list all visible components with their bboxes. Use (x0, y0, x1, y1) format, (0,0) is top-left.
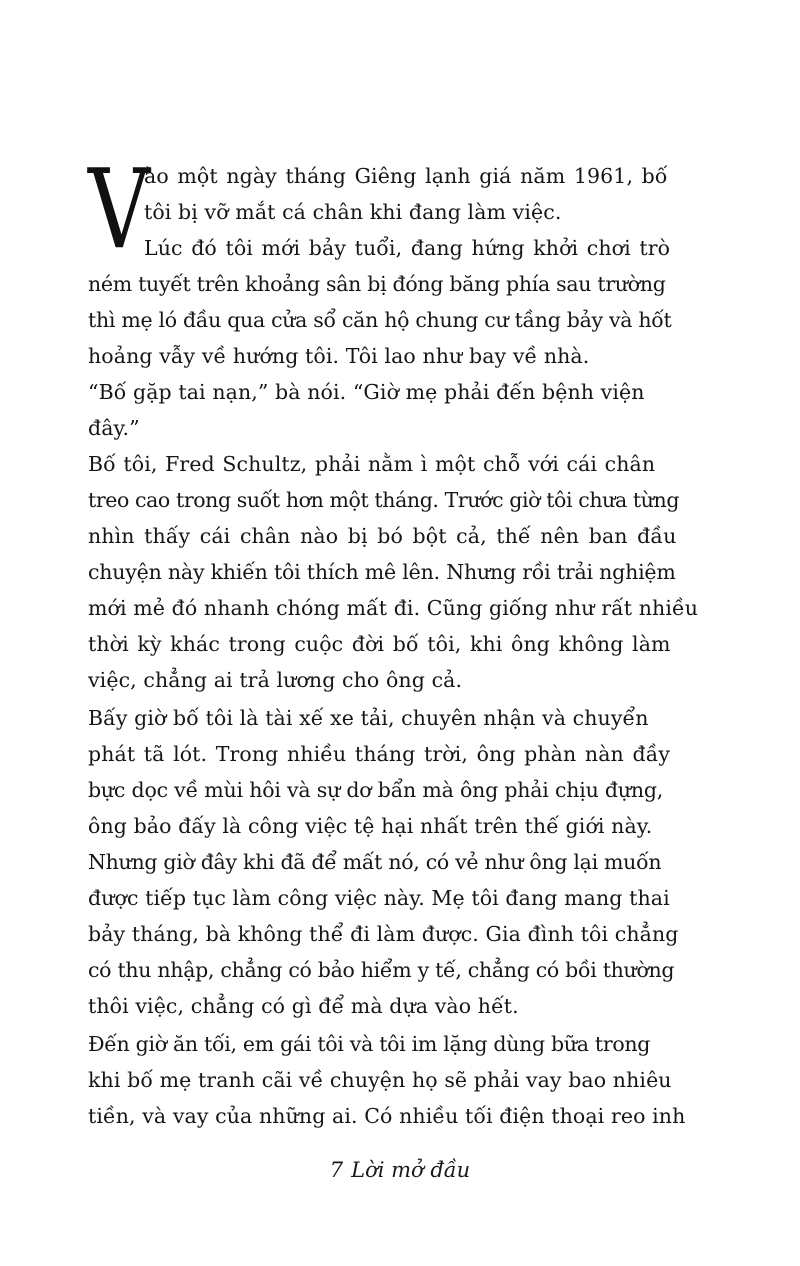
page-footer (0, 1158, 800, 1182)
text-line: đây.” (88, 416, 140, 440)
text-line: được tiếp tục làm công việc này. Mẹ tôi đang mang thai (88, 886, 670, 910)
text-line: tôi bị vỡ mắt cá chân khi đang làm việc. (144, 200, 562, 224)
text-line: Bố tôi, Fred Schultz, phải nằm ì một chỗ với cái chân (88, 452, 656, 476)
text-line: tiền, và vay của những ai. Có nhiều tối điện thoại reo inh (88, 1104, 686, 1128)
text-line: nhìn thấy cái chân nào bị bó bột cả, thế nên ban đầu (88, 524, 677, 548)
text-line: Bấy giờ bố tôi là tài xế xe tải, chuyên nhận và chuyển (88, 706, 649, 730)
text-line: Lúc đó tôi mới bảy tuổi, đang hứng khởi chơi trò (144, 236, 671, 260)
page-number: 7 (329, 1158, 344, 1182)
text-line: thì mẹ ló đầu qua cửa sổ căn hộ chung cư tầng bảy và hốt (88, 308, 672, 332)
text-line: ào một ngày tháng Giêng lạnh giá năm 1961, bố (144, 164, 668, 188)
section-title: Lời mở đầu (351, 1158, 471, 1182)
text-line: bảy tháng, bà không thể đi làm được. Gia đình tôi chẳng (88, 922, 679, 946)
text-line: mới mẻ đó nhanh chóng mất đi. Cũng giống như rất nhiều (88, 596, 699, 620)
text-line: thôi việc, chẳng có gì để mà dựa vào hết. (88, 994, 519, 1018)
text-line: có thu nhập, chẳng có bảo hiểm y tế, chẳng có bồi thường (88, 958, 675, 982)
text-line: hoảng vẫy về hướng tôi. Tôi lao như bay về nhà. (88, 344, 590, 368)
text-line: treo cao trong suốt hơn một tháng. Trước giờ tôi chưa từng (88, 488, 680, 512)
text-line: phát tã lót. Trong nhiều tháng trời, ông phàn nàn đầy (88, 742, 671, 766)
text-line: chuyện này khiến tôi thích mê lên. Nhưng rồi trải nghiệm (88, 560, 676, 584)
text-line: Nhưng giờ đây khi đã để mất nó, có vẻ như ông lại muốn (88, 850, 662, 874)
text-line: bực dọc về mùi hôi và sự dơ bẩn mà ông phải chịu đựng, (88, 778, 664, 802)
drop-cap-letter: V (88, 145, 150, 273)
text-line: ông bảo đấy là công việc tệ hại nhất trên thế giới này. (88, 814, 653, 838)
text-line: Đến giờ ăn tối, em gái tôi và tôi im lặng dùng bữa trong (88, 1032, 651, 1056)
text-line: khi bố mẹ tranh cãi về chuyện họ sẽ phải vay bao nhiêu (88, 1068, 672, 1092)
text-line: việc, chẳng ai trả lương cho ông cả. (88, 668, 463, 692)
text-line: ném tuyết trên khoảng sân bị đóng băng phía sau trường (88, 272, 666, 296)
text-line: thời kỳ khác trong cuộc đời bố tôi, khi ông không làm (88, 632, 671, 656)
text-line: “Bố gặp tai nạn,” bà nói. “Giờ mẹ phải đến bệnh viện (88, 380, 645, 404)
